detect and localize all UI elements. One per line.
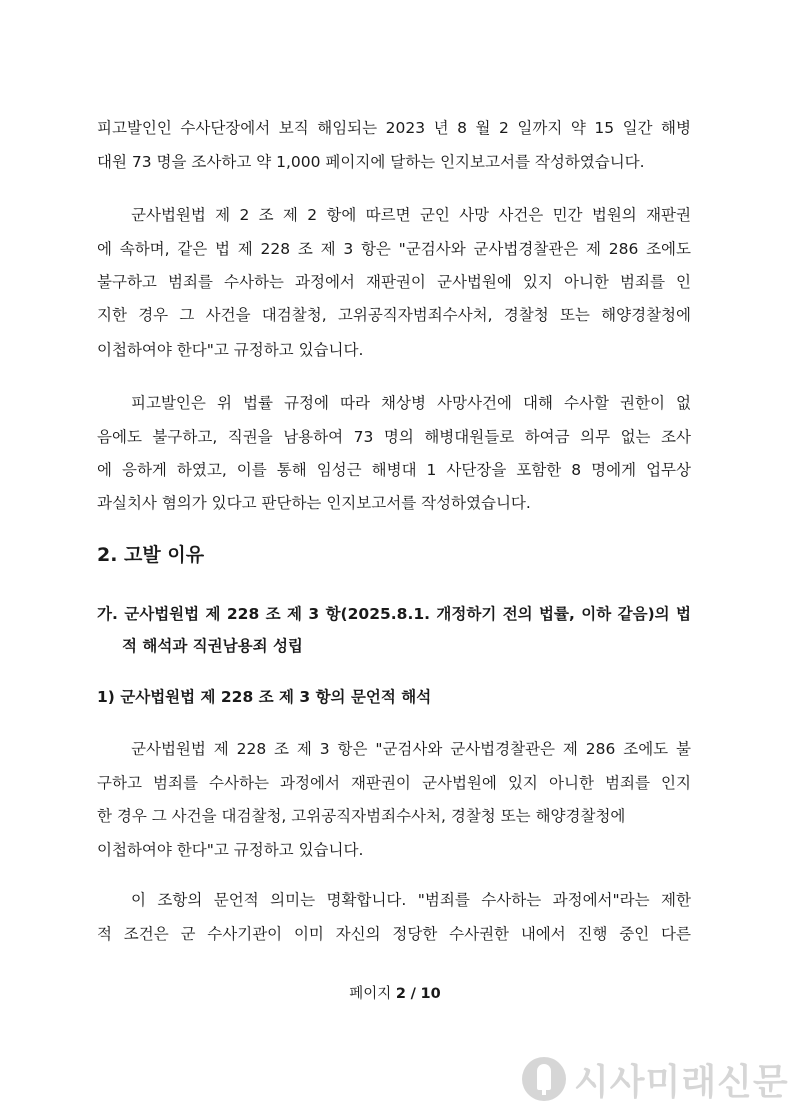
paragraph-line: 과실치사 혐의가 있다고 판단하는 인지보고서를 작성하였습니다. <box>97 494 531 512</box>
watermark <box>522 1054 789 1104</box>
page-number <box>0 984 790 1004</box>
paragraph-line: 구하고 범죄를 수사하는 과정에서 재판권이 군사법원에 있지 아니한 범죄를 인지 <box>97 774 691 792</box>
paragraph-line: 에 속하며, 같은 법 제 228 조 제 3 항은 "군검사와 군사법경찰관은 제 286 조에도 <box>97 240 691 258</box>
page-number-current: 2 <box>395 986 407 1002</box>
pen-nib-icon <box>522 1057 566 1101</box>
page-number-prefix: 페이지 <box>349 986 392 1002</box>
paragraph-line: 대원 73 명을 조사하고 약 1,000 페이지에 달하는 인지보고서를 작성하였습니다. <box>97 153 645 171</box>
paragraph-line: 이첩하여야 한다"고 규정하고 있습니다. <box>97 341 364 359</box>
paragraph-line: 음에도 불구하고, 직권을 남용하여 73 명의 해병대원들로 하여금 의무 없는 조사 <box>97 428 691 446</box>
page-number-total: 10 <box>420 986 441 1002</box>
paragraph-line: 피고발인인 수사단장에서 보직 해임되는 2023 년 8 월 2 일까지 약 15 일간 해병 <box>97 119 691 137</box>
paragraph-line: 불구하고 범죄를 수사하는 과정에서 재판권이 군사법원에 있지 아니한 범죄를 인 <box>97 273 691 291</box>
paragraph-line: 군사법원법 제 2 조 제 2 항에 따르면 군인 사망 사건은 민간 법원의 재판권 <box>131 206 691 224</box>
item-heading: 1) 군사법원법 제 228 조 제 3 항의 문언적 해석 <box>97 688 432 706</box>
section-heading: 2. 고발 이유 <box>97 544 205 566</box>
paragraph-line: 군사법원법 제 228 조 제 3 항은 "군검사와 군사법경찰관은 제 286 조에도 불 <box>131 740 691 758</box>
paragraph-line: 이 조항의 문언적 의미는 명확합니다. "범죄를 수사하는 과정에서"라는 제한 <box>131 891 691 909</box>
watermark-text: 시사미래신문 <box>574 1061 789 1103</box>
paragraph-line: 이첩하여야 한다"고 규정하고 있습니다. <box>97 841 364 859</box>
paragraph-line: 에 응하게 하였고, 이를 통해 임성근 해병대 1 사단장을 포함한 8 명에게 업무상 <box>97 461 691 479</box>
paragraph-line: 한 경우 그 사건을 대검찰청, 고위공직자범죄수사처, 경찰청 또는 해양경찰청에 <box>97 807 626 825</box>
paragraph-line: 지한 경우 그 사건을 대검찰청, 고위공직자범죄수사처, 경찰청 또는 해양경찰청에 <box>97 306 691 324</box>
subsection-heading: 가. 군사법원법 제 228 조 제 3 항(2025.8.1. 개정하기 전의 법률, 이하 같음)의 법 <box>97 605 691 623</box>
paragraph-line: 피고발인은 위 법률 규정에 따라 채상병 사망사건에 대해 수사할 권한이 없 <box>131 394 691 412</box>
subsection-heading-continued: 적 해석과 직권남용죄 성립 <box>122 637 303 655</box>
paragraph-line: 적 조건은 군 수사기관이 이미 자신의 정당한 수사권한 내에서 진행 중인 다른 <box>97 925 691 943</box>
page-number-separator: / <box>410 986 416 1002</box>
